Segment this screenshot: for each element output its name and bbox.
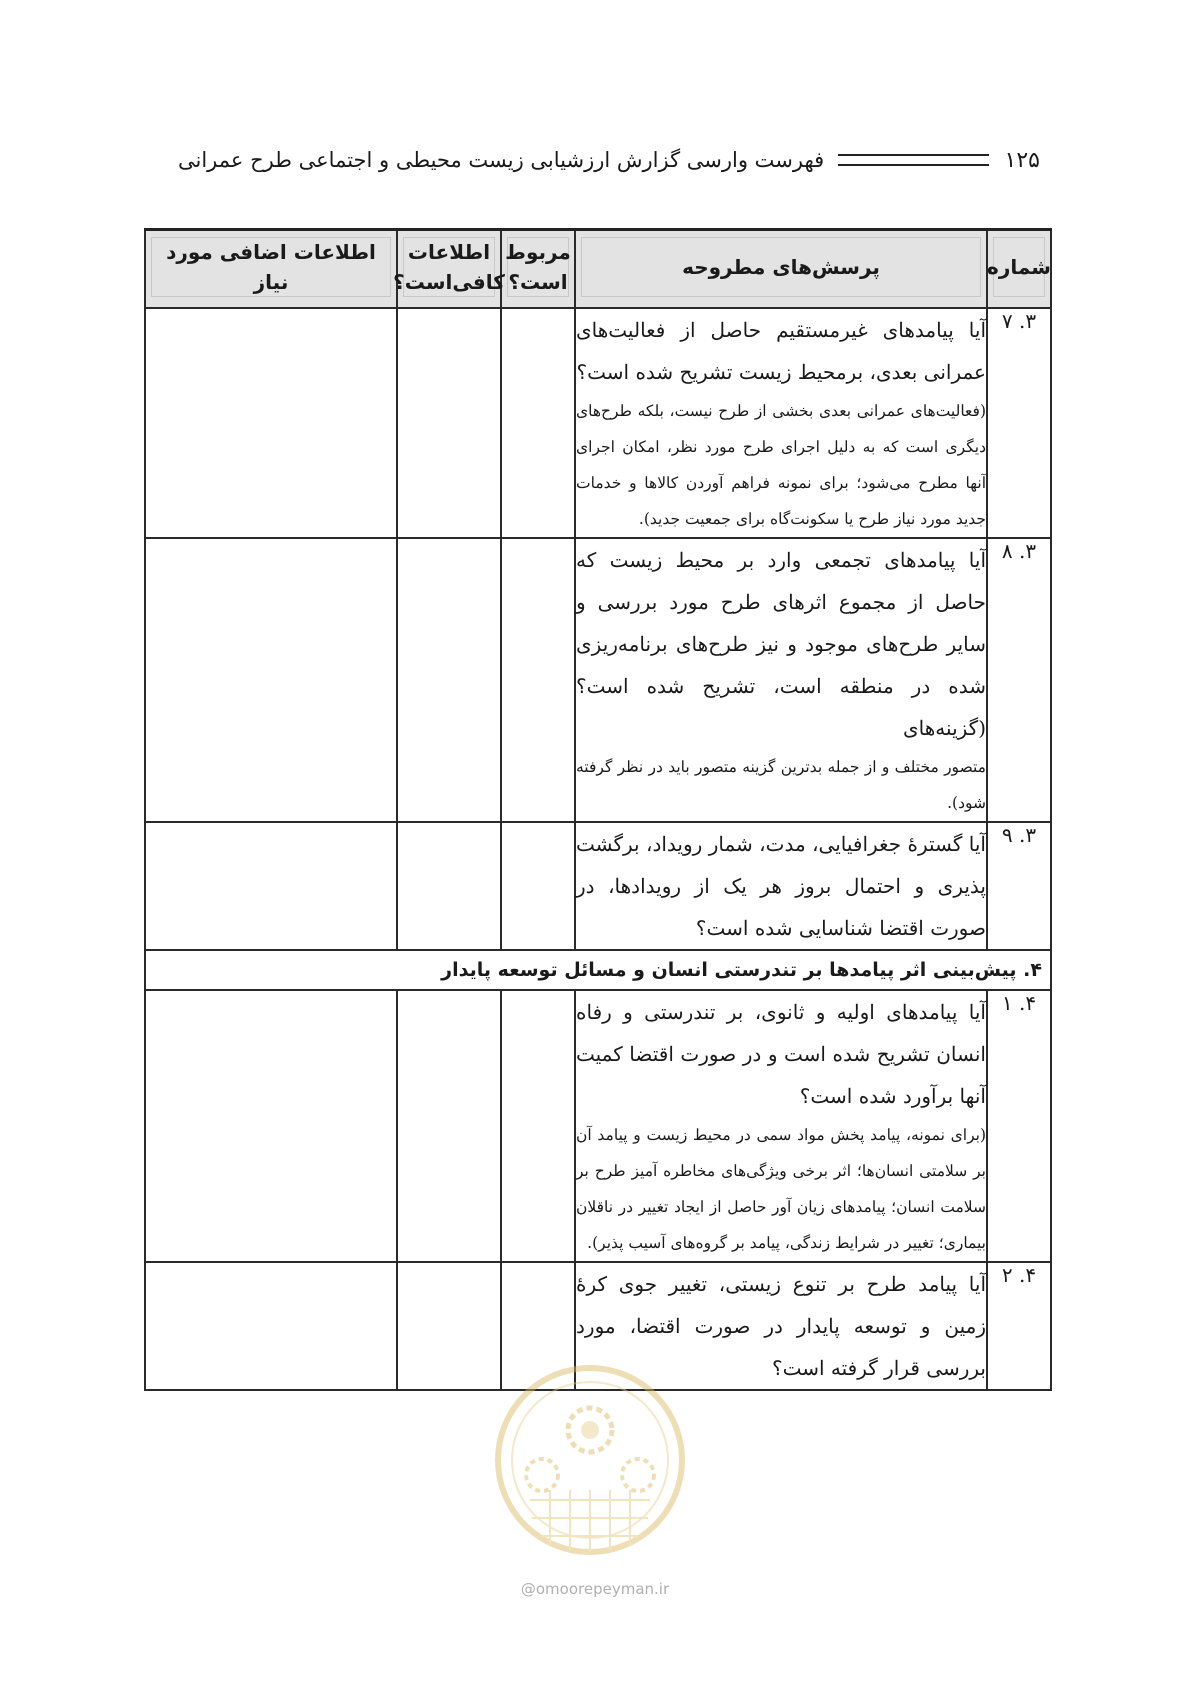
- question-note: متصور مختلف و از جمله بدترین گزینه متصور باید در نظر گرفته شود).: [576, 758, 986, 812]
- page-header: [178, 140, 1040, 180]
- extra-info-cell[interactable]: [145, 1262, 397, 1390]
- section-heading: ۴. پیش‌بینی اثر پیامدها بر تندرستی انسان و مسائل توسعه پایدار: [145, 950, 1051, 990]
- question-cell: [575, 308, 987, 538]
- question-note: (فعالیت‌های عمرانی بعدی بخشی از طرح نیست، بلکه طرح‌های دیگری است که به دلیل اجرای طرح مورد نظر، امکان اجرای آنها مطرح می‌شود؛ برای نمونه فراهم آوردن کالاها و خدمات جدید مورد نیاز طرح یا سکونت‌گاه برای جمعیت جدید).: [576, 402, 986, 528]
- header-extra-info: اطلاعات اضافی مورد نیاز: [145, 230, 397, 309]
- sufficient-cell[interactable]: [397, 1262, 501, 1390]
- question-text: آیا پیامدهای غیرمستقیم حاصل از فعالیت‌های عمرانی بعدی، برمحیط زیست تشریح شده است؟: [576, 318, 986, 384]
- header-number: شماره: [987, 230, 1051, 309]
- page-number: ۱۲۵: [1004, 147, 1040, 173]
- relevant-cell[interactable]: [501, 990, 575, 1262]
- question-note: (برای نمونه، پیامد پخش مواد سمی در محیط زیست و پیامد آن بر سلامتی انسان‌ها؛ اثر برخی ویژگی‌های مخاطره آمیز طرح بر سلامت انسان؛ پیامدهای زیان آور حاصل از ایجاد تغییر در ناقلان بیماری؛ تغییر در شرایط زندگی، پیامد بر گروه‌های آسیب پذیر).: [576, 1126, 986, 1252]
- header-rule: [838, 154, 988, 166]
- row-number: ۳. ۹: [987, 822, 1051, 950]
- question-text: آیا پیامدهای اولیه و ثانوی، بر تندرستی و رفاه انسان تشریح شده است و در صورت اقتضا کمیت آنها برآورد شده است؟: [576, 1000, 986, 1108]
- relevant-cell[interactable]: [501, 308, 575, 538]
- sufficient-cell[interactable]: [397, 538, 501, 822]
- watermark-url: @omoorepeyman.ir: [520, 1580, 670, 1598]
- extra-info-cell[interactable]: [145, 308, 397, 538]
- question-cell: [575, 990, 987, 1262]
- publisher-logo-watermark: [490, 1360, 690, 1590]
- table-row: [145, 822, 1051, 950]
- checklist-table: [144, 228, 1052, 1391]
- row-number: ۳. ۸: [987, 538, 1051, 822]
- table-row: [145, 308, 1051, 538]
- table-header-row: [145, 230, 1051, 309]
- row-number: ۴. ۲: [987, 1262, 1051, 1390]
- question-text: آیا پیامد طرح بر تنوع زیستی، تغییر جوی کرهٔ زمین و توسعه پایدار در صورت اقتضا، مورد بررسی قرار گرفته است؟: [576, 1272, 986, 1380]
- question-cell: [575, 538, 987, 822]
- extra-info-cell[interactable]: [145, 538, 397, 822]
- table-row: [145, 538, 1051, 822]
- extra-info-cell[interactable]: [145, 822, 397, 950]
- sufficient-cell[interactable]: [397, 308, 501, 538]
- extra-info-cell[interactable]: [145, 990, 397, 1262]
- sufficient-cell[interactable]: [397, 822, 501, 950]
- sufficient-cell[interactable]: [397, 990, 501, 1262]
- header-sufficient: اطلاعات کافی‌است؟: [397, 230, 501, 309]
- relevant-cell[interactable]: [501, 822, 575, 950]
- section-heading-row: [145, 950, 1051, 990]
- row-number: ۴. ۱: [987, 990, 1051, 1262]
- question-text: آیا گسترهٔ جغرافیایی، مدت، شمار رویداد، برگشت پذیری و احتمال بروز هر یک از رویدادها، در صورت اقتضا شناسایی شده است؟: [576, 832, 986, 940]
- table-row: [145, 990, 1051, 1262]
- header-relevant: مربوط است؟: [501, 230, 575, 309]
- page-title: فهرست وارسی گزارش ارزشیابی زیست محیطی و اجتماعی طرح عمرانی: [178, 148, 825, 172]
- row-number: ۳. ۷: [987, 308, 1051, 538]
- question-cell: [575, 822, 987, 950]
- header-question: پرسش‌های مطروحه: [575, 230, 987, 309]
- relevant-cell[interactable]: [501, 538, 575, 822]
- question-text: آیا پیامدهای تجمعی وارد بر محیط زیست که حاصل از مجموع اثرهای طرح مورد بررسی و سایر طرح‌های موجود و نیز طرح‌های برنامه‌ریزی شده در منطقه است، تشریح شده است؟ (گزینه‌های: [576, 548, 987, 740]
